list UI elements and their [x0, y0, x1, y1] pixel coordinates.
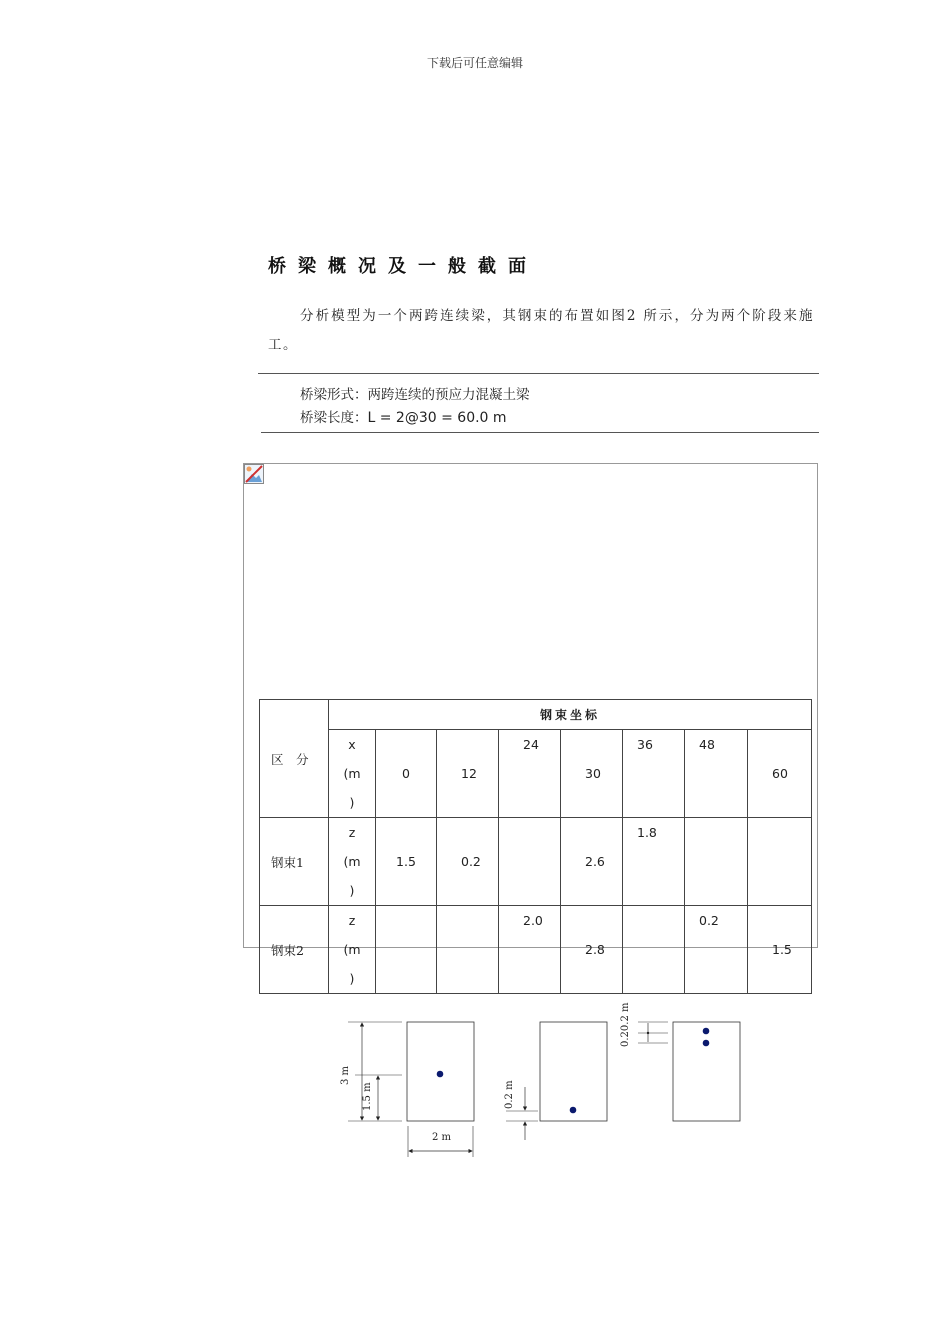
- x-unit-line: (m: [343, 766, 361, 781]
- x-value: 48: [699, 737, 715, 752]
- table-row: [260, 818, 812, 906]
- z-value-cell: [685, 818, 748, 906]
- bottom-offset-label: 0.2 m: [504, 1080, 515, 1109]
- z-value: 0.2: [461, 854, 481, 869]
- header-note: 下载后可任意编辑: [426, 56, 523, 70]
- z-value-cell: [623, 818, 685, 906]
- tendon-dot: [703, 1028, 710, 1035]
- z-value-cell: [561, 818, 623, 906]
- x-value: 0: [402, 766, 410, 781]
- z-unit-line: ): [349, 883, 355, 898]
- x-row: [260, 730, 812, 818]
- top-rule: [258, 373, 819, 374]
- x-unit-line: ): [349, 795, 355, 810]
- z-value-cell: [499, 906, 561, 994]
- tendon-dot: [570, 1107, 577, 1114]
- x-value: 24: [523, 737, 539, 752]
- broken-image-icon: [244, 464, 264, 484]
- width-label: 2 m: [432, 1132, 452, 1143]
- z-unit-line: z: [348, 825, 356, 840]
- table-row: [260, 906, 812, 994]
- z-value-cell: [376, 906, 437, 994]
- z-value: 2.6: [585, 854, 605, 869]
- z-unit-line: (m: [343, 942, 361, 957]
- x-value-cell: [748, 730, 812, 818]
- x-value-cell: [561, 730, 623, 818]
- bottom-rule: [261, 432, 819, 433]
- z-value-cell: [376, 818, 437, 906]
- z-value-cell: [437, 906, 499, 994]
- z-unit-cell: [329, 818, 376, 906]
- z-value: 2.0: [523, 913, 543, 928]
- x-value: 60: [772, 766, 788, 781]
- x-value-cell: [685, 730, 748, 818]
- bridge-length-line: [300, 406, 507, 426]
- x-value: 30: [585, 766, 601, 781]
- bridge-length-value: L = 2@30 = 60.0 m: [367, 410, 507, 426]
- x-unit-line: x: [348, 737, 356, 752]
- z-value-cell: [748, 818, 812, 906]
- table-title: 钢束坐标: [329, 700, 812, 730]
- x-value-cell: [623, 730, 685, 818]
- x-value: 12: [461, 766, 477, 781]
- x-value-cell: [437, 730, 499, 818]
- z-value: 0.2: [699, 913, 719, 928]
- section-title: 桥梁概况及一般截面: [268, 256, 538, 277]
- x-unit-cell: [329, 730, 376, 818]
- section-3-outline: [673, 1022, 740, 1121]
- section-2-outline: [540, 1022, 607, 1121]
- z-unit-line: ): [349, 971, 355, 986]
- z-value-cell: [748, 906, 812, 994]
- x-value-cell: [499, 730, 561, 818]
- z-value: 1.5: [396, 854, 416, 869]
- height-label: 3 m: [340, 1065, 351, 1085]
- section-label: 区 分: [271, 751, 309, 767]
- mid-height-label: 1.5 m: [362, 1082, 373, 1111]
- bridge-length-label: 桥梁长度：: [300, 410, 368, 426]
- bridge-type-value: 两跨连续的预应力混凝土梁: [367, 387, 530, 403]
- section-label-cell: [260, 700, 329, 818]
- z-value: 1.8: [637, 825, 657, 840]
- z-value: 2.8: [585, 942, 605, 957]
- dim-node: [647, 1032, 649, 1034]
- tendon-dot: [437, 1071, 444, 1078]
- z-value-cell: [437, 818, 499, 906]
- x-value: 36: [637, 737, 653, 752]
- bridge-type-label: 桥梁形式：: [300, 387, 368, 403]
- tendon-dot: [703, 1040, 710, 1047]
- tendon-coordinate-table: [259, 699, 812, 994]
- top-offset-label: 0.20.2 m: [620, 1002, 631, 1047]
- bridge-type-line: [300, 383, 530, 403]
- z-value: 1.5: [772, 942, 792, 957]
- z-unit-line: (m: [343, 854, 361, 869]
- z-unit-line: z: [348, 913, 356, 928]
- x-value-cell: [376, 730, 437, 818]
- z-value-cell: [623, 906, 685, 994]
- z-value-cell: [685, 906, 748, 994]
- z-value-cell: [499, 818, 561, 906]
- cross-section-diagram: [330, 995, 750, 1165]
- row-label: 钢束2: [260, 906, 329, 994]
- intro-paragraph: 分析模型为一个两跨连续梁，其钢束的布置如图2 所示，分为两个阶段来施工。: [268, 308, 814, 353]
- z-unit-cell: [329, 906, 376, 994]
- row-label: 钢束1: [260, 818, 329, 906]
- z-value-cell: [561, 906, 623, 994]
